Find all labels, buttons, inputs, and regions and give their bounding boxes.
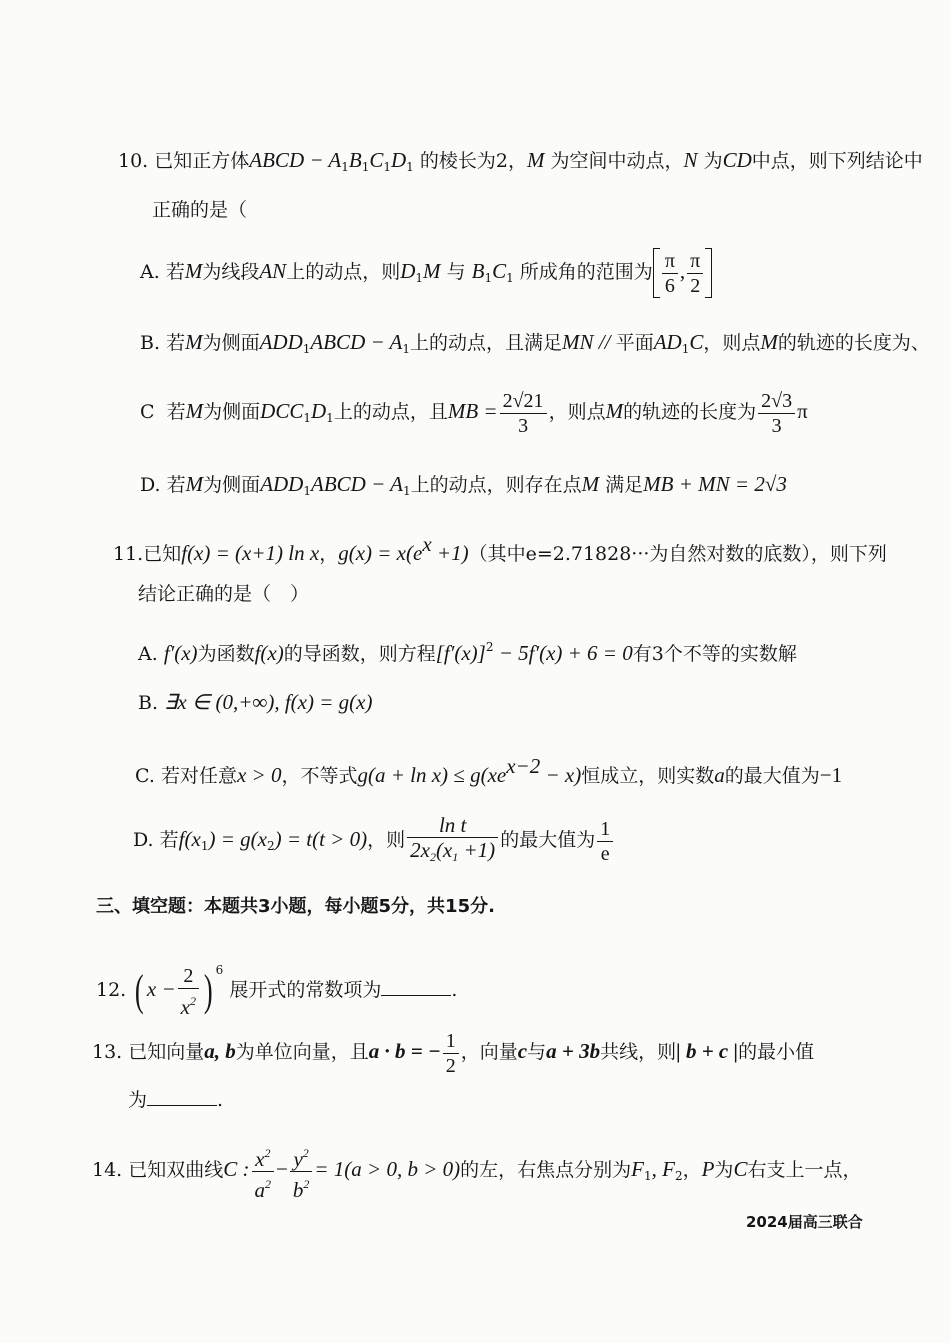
q10-option-d: D. 若M为侧面$ADD_1ABCD - A_1$上的动点，则存在点M 满足MB + MN = 2√3 <box>140 472 787 498</box>
q11-line2: 结论正确的是（ ） <box>138 583 310 605</box>
q11-option-b: B. ∃x ∈ (0,+∞), f(x) = g(x) <box>138 690 373 714</box>
q10-option-c: C 若M为侧面$DCC_1D_1$上的动点，且MB = $\frac{2√21}{3}$ ，则点M的轨迹的长度为 $\frac{2√3}{3}$ π <box>140 389 808 437</box>
footer-exam-title: 2024届高三联合 <box>746 1213 863 1231</box>
q10-number: 10. <box>118 150 149 172</box>
q14: 14. 已知双曲线C : $\frac{x^2}{a^2}$ − $\frac{y^2}{b^2}$ = 1(a > 0, b > 0)的左，右焦点分别为$F_1$, $F_2$，P为C右支上一点， <box>92 1140 861 1205</box>
q10-option-b: B. 若M为侧面$ADD_1ABCD - A_1$上的动点，且满足MN // 平面$AD_1C$，则点M的轨迹的长度为、 <box>140 330 930 356</box>
q13-line1: 13. 已知向量a, b为单位向量，且a · b = − $\frac{1}{2}$ ，向量c与a + 3b共线，则| b + c |的最小值 <box>92 1029 815 1077</box>
answer-blank[interactable] <box>147 1087 217 1106</box>
right-bracket <box>705 248 712 298</box>
section-3-heading: 三、填空题：本题共3小题，每小题5分，共15分. <box>96 896 495 917</box>
q11-option-a: A. f′(x)为函数f(x)的导函数，则方程$[f'(x)]^2 - 5f'(x) + 6 = 0$有3个不等的实数解 <box>138 640 797 665</box>
q10-line2: 正确的是（ <box>152 199 248 221</box>
q10-option-a: A. 若M为线段AN上的动点，则$D_1M$ 与 $B_1C_1$ 所成角的范围为 $\frac{\pi}{6}$ , $\frac{\pi}{2}$ <box>140 246 712 303</box>
q12-number: 12. <box>96 979 127 1001</box>
q13-line2: 为 . <box>128 1089 224 1111</box>
q11-number: 11. <box>113 543 144 565</box>
q13-number: 13. <box>92 1041 123 1063</box>
answer-blank[interactable] <box>381 977 451 996</box>
q11-line1: 11.已知f(x) = (x+1) ln x，$g(x) = x(e^x +1)$（其中e=2.71828···为自然对数的底数），则下列 <box>113 532 887 565</box>
q12: 12. ( x − $\frac{2}{x^2}$ ) $^6$ 展开式的常数项为 . <box>96 963 458 1019</box>
left-bracket <box>653 248 660 298</box>
q11-option-c: C. 若对任意x > 0，不等式$g(a + \ln x) \le g(xe^{x-2} - x)$恒成立，则实数a的最大值为−1 <box>135 754 843 787</box>
q11-option-d: D. 若$f(x_1) = g(x_2) = t(t > 0)$，则 $\frac{\text{ln t}}{2x_2(x_1 +1)}$ 的最大值为 $\frac{1}{e}$ <box>133 812 615 873</box>
q10-line1: 10. 已知正方体ABCD − $A_1B_1C_1D_1$ 的棱长为2，M 为空间中动点，N 为CD中点，则下列结论中 <box>118 148 923 174</box>
q14-number: 14. <box>92 1159 123 1181</box>
